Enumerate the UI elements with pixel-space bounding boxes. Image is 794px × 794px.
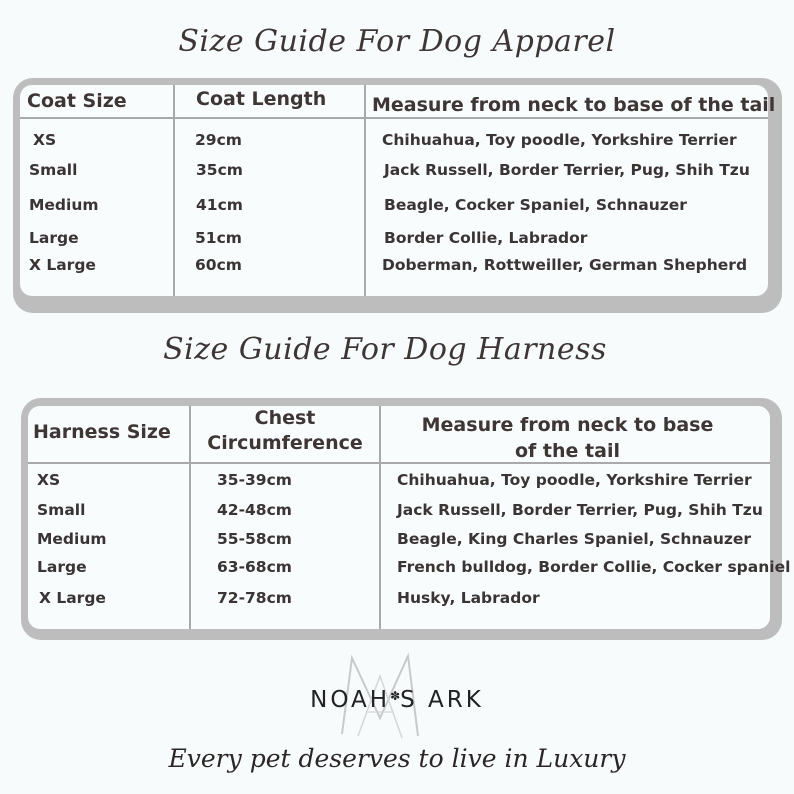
- harness-row-chest: 42-48cm: [217, 501, 292, 519]
- apparel-header-divider: [20, 117, 768, 119]
- harness-header-measure-line2: of the tail: [515, 440, 620, 462]
- apparel-row-breeds: Chihuahua, Toy poodle, Yorkshire Terrier: [382, 131, 737, 149]
- harness-row-size: Medium: [37, 530, 107, 548]
- apparel-row-breeds: Beagle, Cocker Spaniel, Schnauzer: [384, 196, 687, 214]
- apparel-row-size: Small: [29, 161, 78, 179]
- harness-row-size: Small: [37, 501, 86, 519]
- apparel-row-size: X Large: [29, 256, 96, 274]
- apparel-row-breeds: Doberman, Rottweiller, German Shepherd: [382, 256, 748, 274]
- harness-row-size: XS: [37, 471, 61, 489]
- harness-header-measure-line1: Measure from neck to base: [421, 414, 714, 436]
- brand-name: [0, 687, 794, 713]
- harness-row-breeds: Beagle, King Charles Spaniel, Schnauzer: [397, 530, 752, 548]
- apparel-header-length: Coat Length: [196, 88, 327, 110]
- apparel-row-breeds: Jack Russell, Border Terrier, Pug, Shih Tzu: [384, 161, 750, 179]
- apparel-table: [20, 85, 776, 296]
- apparel-row-length: 60cm: [195, 256, 242, 274]
- apparel-row-length: 35cm: [196, 161, 243, 179]
- brand-tagline: Every pet deserves to live in Luxury: [168, 744, 626, 773]
- harness-header-chest: Chest: [254, 407, 316, 429]
- harness-row-breeds: Jack Russell, Border Terrier, Pug, Shih Tzu: [397, 501, 763, 519]
- apparel-row-length: 41cm: [196, 196, 243, 214]
- apparel-title: Size Guide For Dog Apparel: [178, 24, 616, 59]
- harness-title: Size Guide For Dog Harness: [163, 332, 607, 367]
- harness-row-breeds: French bulldog, Border Collie, Cocker spaniel: [397, 558, 791, 576]
- harness-table-frame: [21, 398, 791, 640]
- apparel-header-size: Coat Size: [27, 90, 127, 112]
- apparel-header-measure: Measure from neck to base of the tail: [372, 94, 776, 116]
- harness-header-circumference: Circumference: [207, 432, 363, 454]
- harness-table: [28, 406, 791, 629]
- brand-name-left: NOAH: [310, 687, 391, 713]
- apparel-row-size: Medium: [29, 196, 99, 214]
- paw-icon: ✽: [390, 689, 401, 703]
- apparel-row-length: 29cm: [195, 131, 242, 149]
- brand-name-right: S ARK: [400, 687, 484, 713]
- apparel-row-size: XS: [33, 131, 57, 149]
- apparel-col-divider-2: [364, 85, 366, 296]
- harness-row-chest: 55-58cm: [217, 530, 292, 548]
- harness-row-size: X Large: [39, 589, 106, 607]
- apparel-table-frame: [13, 78, 782, 313]
- harness-row-chest: 63-68cm: [217, 558, 292, 576]
- apparel-row-breeds: Border Collie, Labrador: [384, 229, 588, 247]
- harness-row-breeds: Husky, Labrador: [397, 589, 540, 607]
- apparel-row-size: Large: [29, 229, 79, 247]
- apparel-col-divider-1: [173, 85, 175, 296]
- harness-row-chest: 72-78cm: [217, 589, 292, 607]
- harness-header-size: Harness Size: [33, 421, 171, 443]
- harness-row-breeds: Chihuahua, Toy poodle, Yorkshire Terrier: [397, 471, 752, 489]
- harness-row-chest: 35-39cm: [217, 471, 292, 489]
- harness-row-size: Large: [37, 558, 87, 576]
- harness-header-divider: [28, 462, 770, 464]
- apparel-row-length: 51cm: [195, 229, 242, 247]
